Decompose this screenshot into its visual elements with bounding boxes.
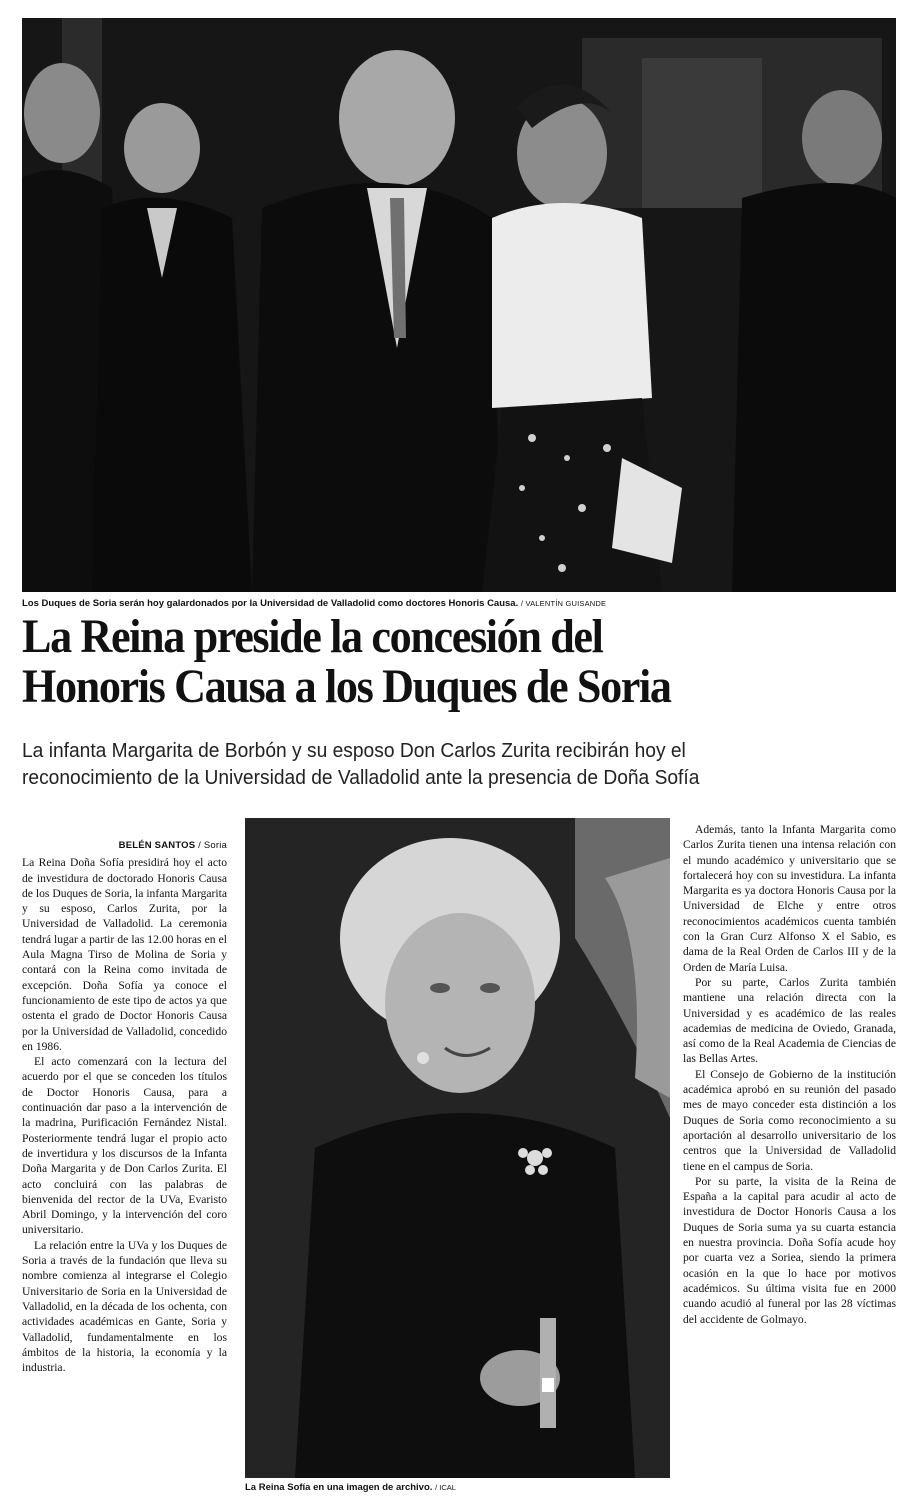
paragraph: El acto comenzará con la lectura del acuerdo por el que se conceden los títulos de Doctor Honoris Causa, para a continuación dar paso a la intervención de la madrina, Purificación Fernández Nistal. Posteriormente tendrá lugar el propio acto de invertidura y los discursos de la Infanta Doña Margarita y de Don Carlos Zurita. El acto concluirá con las palabras de bienvenida del rector de la UVa, Evaristo Abril Domingo, y la intervención del coro universitario. <box>22 1055 227 1237</box>
paragraph: La Reina Doña Sofía presidirá hoy el acto de investidura de doctorado Honoris Causa de los Duques de Soria, la infanta Margarita y su esposo, Carlos Zurita, por la Universidad de Valladolid. La ceremonia tendrá lugar a partir de las 12.00 horas en el Aula Magna Tirso de Molina de Soria y contará con la Reina como invitada de excepción. Doña Sofía ya conoce el funcionamiento de este tipo de actos ya que ostenta el grado de Doctor Honoris Causa por la Universidad de Valladolid, concedido en 1986. <box>22 856 227 1053</box>
headline-line-1: La Reina preside la concesión del <box>22 610 603 663</box>
paragraph: Por su parte, Carlos Zurita también mantiene una relación directa con la Universidad y es académico de las reales academias de medicina de Oviedo, Granada, así como de la Real Academia de Ciencias de las Bellas Artes. <box>683 975 896 1066</box>
top-photograph <box>22 18 896 592</box>
center-photograph <box>245 818 670 1478</box>
subheadline <box>22 738 886 792</box>
top-caption-text: Los Duques de Soria serán hoy galardonados por la Universidad de Valladolid como doctores Honoris Causa. <box>22 598 519 609</box>
center-photo-credit: / ICAL <box>435 1483 456 1492</box>
paragraph: Además, tanto la Infanta Margarita como Carlos Zurita tienen una intensa relación con el mundo académico y universitario que se fortalecerá hoy con su investidura. La infanta Margarita es ya doctora Honoris Causa por la Universidad de Elche y entre otros reconocimientos académicos cuenta también con la Gran Curz Alfonso X el Sabio, es dama de la Real Orden de Carlos III y de la Orden de María Luisa. <box>683 823 896 974</box>
byline-author: BELÉN SANTOS <box>118 840 196 851</box>
dukes-photo-illustration <box>22 18 896 592</box>
byline <box>22 838 227 853</box>
headline <box>22 612 832 712</box>
queen-photo-illustration <box>245 818 670 1478</box>
top-photo-caption <box>22 598 896 609</box>
article-column-right <box>683 822 896 1327</box>
center-photo-caption <box>245 1482 670 1493</box>
paragraph: El Consejo de Gobierno de la institución académica aprobó en su reunión del pasado mes de mayo conceder esta distinción a los Duques de Soria como reconocimiento a su aportación al desarrollo universitario de los centros que la Universidad de Valladolid tiene en el campus de Soria. <box>683 1067 896 1173</box>
center-caption-text: La Reina Sofía en una imagen de archivo. <box>245 1482 433 1493</box>
byline-place: / Soria <box>198 840 227 851</box>
article-column-left <box>22 838 227 1375</box>
top-photo-credit: / VALENTÍN GUISANDE <box>520 599 607 608</box>
paragraph: La relación entre la UVa y los Duques de Soria a través de la fundación que lleva su nombre comienza al integrarse el Colegio Universitario de Soria en la Universidad de Valladolid, en la década de los ochenta, con actividades académicas en Gante, Soria y Valladolid, fundamentalmente en los ámbitos de la historia, la economía y la industria. <box>22 1238 227 1375</box>
headline-line-2: Honoris Causa a los Duques de Soria <box>22 660 671 713</box>
subhead-line-1: La infanta Margarita de Borbón y su esposo Don Carlos Zurita recibirán hoy el <box>22 740 686 762</box>
paragraph: Por su parte, la visita de la Reina de España a la capital para acudir al acto de investidura de Doctor Honoris Causa a los Duques de Soria suma ya su cuarta estancia en nuestra provincia. Doña Sofía acude hoy por cuarta vez a Soriea, siendo la primera ocasión en la que lo hace por motivos académicos. Su última visita fue en 2000 cuando acudió al funeral por las 28 víctimas del accidente de Golmayo. <box>683 1174 896 1326</box>
subhead-line-2: reconocimiento de la Universidad de Valladolid ante la presencia de Doña Sofía <box>22 767 700 789</box>
